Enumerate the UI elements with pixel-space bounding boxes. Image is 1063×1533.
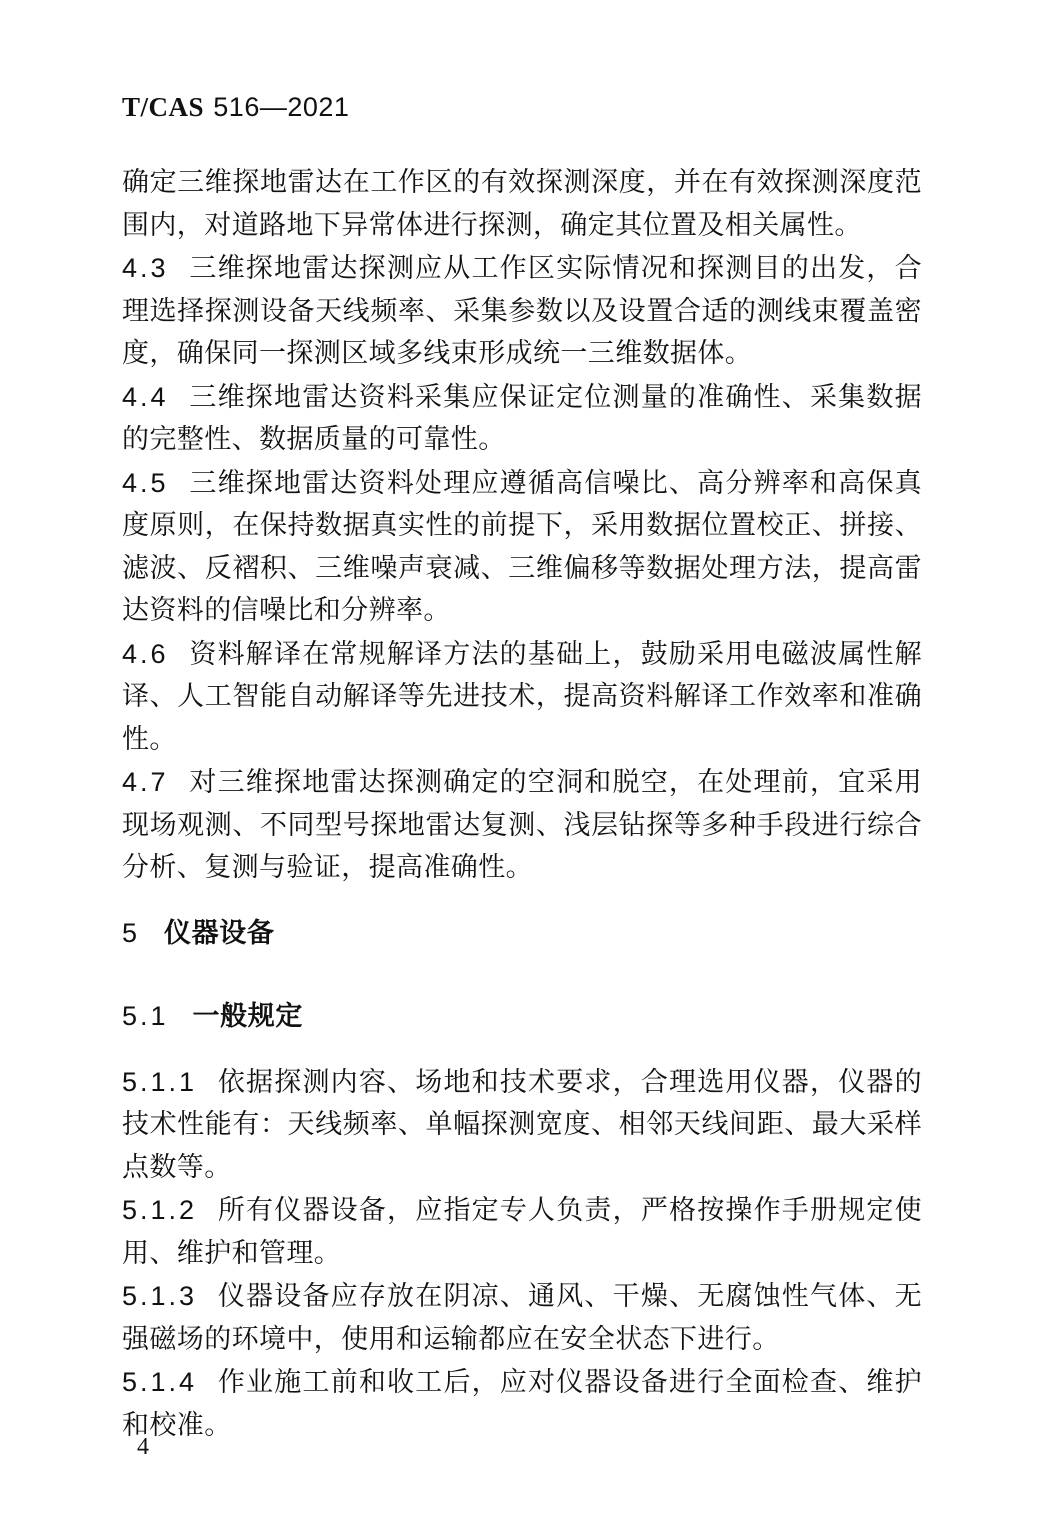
clause-text: 三维探地雷达资料处理应遵循高信噪比、高分辨率和高保真度原则，在保持数据真实性的前提下，采用数据位置校正、拼接、滤波、反褶积、三维噪声衰减、三维偏移等数据处理方法，提高雷达资料的信噪比和分辨率。 xyxy=(122,467,922,626)
clause-number: 5.1.3 xyxy=(122,1281,198,1311)
clause-number: 4.4 xyxy=(122,381,169,412)
chapter-title: 仪器设备 xyxy=(164,917,275,949)
document-body xyxy=(122,162,922,1447)
clause-text: 所有仪器设备，应指定专人负责，严格按操作手册规定使用、维护和管理。 xyxy=(122,1195,922,1269)
clause-number: 4.5 xyxy=(122,467,169,498)
clause-number: 5.1.2 xyxy=(122,1195,198,1225)
clause-text: 三维探地雷达探测应从工作区实际情况和探测目的出发，合理选择探测设备天线频率、采集参数以及设置合适的测线束覆盖密度，确保同一探测区域多线束形成统一三维数据体。 xyxy=(122,253,922,369)
clause-5-1-2 xyxy=(122,1189,922,1275)
standard-header xyxy=(122,92,349,123)
clause-4-5 xyxy=(122,462,922,633)
chapter-heading xyxy=(122,912,922,956)
standard-prefix: T/CAS xyxy=(122,92,205,122)
clause-number: 4.6 xyxy=(122,638,169,669)
clause-text: 三维探地雷达资料采集应保证定位测量的准确性、采集数据的完整性、数据质量的可靠性。 xyxy=(122,381,922,455)
clause-5-1-4 xyxy=(122,1361,922,1447)
page-number: 4 xyxy=(137,1434,149,1460)
clause-4-6 xyxy=(122,633,922,762)
clause-number: 4.7 xyxy=(122,767,169,797)
section-number: 5.1 xyxy=(122,1001,169,1031)
standard-number: 516—2021 xyxy=(213,92,350,122)
clause-text: 依据探测内容、场地和技术要求，合理选用仪器，仪器的技术性能有：天线频率、单幅探测宽度、相邻天线间距、最大采样点数等。 xyxy=(122,1066,922,1183)
clause-text: 仪器设备应存放在阴凉、通风、干燥、无腐蚀性气体、无强磁场的环境中，使用和运输都应在安全状态下进行。 xyxy=(122,1281,922,1355)
clause-text: 对三维探地雷达探测确定的空洞和脱空，在处理前，宜采用现场观测、不同型号探地雷达复测、浅层钻探等多种手段进行综合分析、复测与验证，提高准确性。 xyxy=(122,767,922,883)
clause-4-4 xyxy=(122,376,922,462)
clause-number: 4.3 xyxy=(122,253,169,283)
section-title: 一般规定 xyxy=(192,1001,303,1032)
clause-text: 资料解译在常规解译方法的基础上，鼓励采用电磁波属性解译、人工智能自动解译等先进技术，提高资料解译工作效率和准确性。 xyxy=(122,638,922,755)
clause-text: 作业施工前和收工后，应对仪器设备进行全面检查、维护和校准。 xyxy=(122,1367,922,1441)
clause-4-3 xyxy=(122,247,922,376)
clause-number: 5.1.1 xyxy=(122,1066,198,1097)
clause-5-1-1 xyxy=(122,1061,922,1190)
clause-number: 5.1.4 xyxy=(122,1367,198,1397)
section-heading xyxy=(122,995,922,1039)
clause-5-1-3 xyxy=(122,1275,922,1361)
clause-4-7 xyxy=(122,761,922,890)
continued-paragraph: 确定三维探地雷达在工作区的有效探测深度，并在有效探测深度范围内，对道路地下异常体进行探测，确定其位置及相关属性。 xyxy=(122,167,922,241)
chapter-number: 5 xyxy=(122,917,141,948)
